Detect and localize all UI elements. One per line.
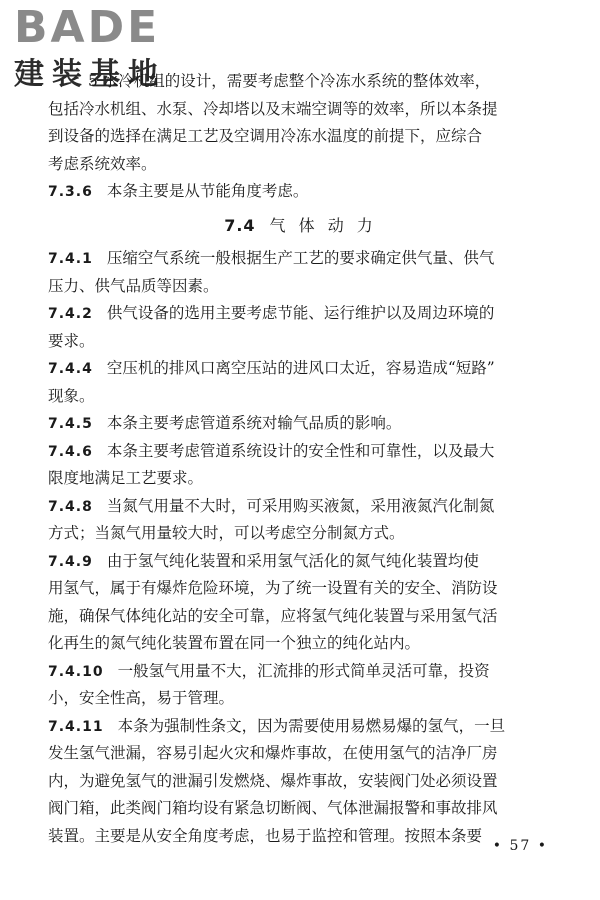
clause-number: 7.4.1	[48, 251, 93, 267]
text-line: 当氮气用量不大时，可采用购买液氮，采用液氮汽化制氮	[106, 496, 495, 515]
clause-7-3-6	[48, 178, 553, 206]
paragraph-continuation	[48, 68, 553, 178]
section-heading	[48, 212, 553, 240]
text-line: 压缩空气系统一般根据生产工艺的要求确定供气量、供气	[106, 249, 495, 267]
text-line: 化再生的氮气纯化装置布置在同一个独立的纯化站内。	[48, 634, 421, 652]
text-line: 5 水冷机组的设计，需要考虑整个冷冻水系统的整体效率，	[88, 72, 491, 90]
text-line: 到设备的选择在满足工艺及空调用冷冻水温度的前提下，应综合	[48, 127, 483, 145]
clause-7-4-2	[48, 300, 553, 355]
watermark-name-text: 建装基地	[14, 57, 166, 92]
clause-number: 7.4.2	[48, 306, 93, 322]
clause-number: 7.4.4	[48, 361, 93, 377]
text-line: 发生氢气泄漏，容易引起火灾和爆炸事故，在使用氢气的洁净厂房	[48, 744, 498, 762]
clause-number: 7.4.9	[48, 553, 93, 570]
text-line: 本条主要考虑管道系统对输气品质的影响。	[106, 414, 402, 432]
clause-number: 7.4.10	[48, 663, 104, 680]
watermark-logo-text: BADE	[14, 2, 161, 53]
clause-7-4-5	[48, 410, 553, 438]
clause-7-4-9	[48, 548, 553, 658]
section-number: 7.4	[224, 215, 256, 235]
clause-7-4-11	[48, 713, 553, 851]
text-line: 用氢气，属于有爆炸危险环境，为了统一设置有关的安全、消防设	[48, 579, 498, 597]
clause-number: 7.3.6	[48, 184, 93, 200]
clause-7-4-8	[48, 493, 553, 548]
clause-number: 7.4.11	[48, 718, 104, 735]
text-line: 装置。主要是从安全角度考虑，也易于监控和管理。按照本条要	[48, 826, 483, 845]
text-line: 现象。	[48, 386, 95, 405]
clause-number: 7.4.5	[48, 416, 93, 432]
text-line: 施，确保气体纯化站的安全可靠，应将氢气纯化装置与采用氢气活	[48, 606, 498, 625]
text-line: 限度地满足工艺要求。	[48, 469, 204, 487]
text-line: 内，为避免氢气的泄漏引发燃烧、爆炸事故，安装阀门处必须设置	[48, 771, 498, 790]
text-line: 供气设备的选用主要考虑节能、运行维护以及周边环境的	[106, 304, 495, 322]
text-line: 小，安全性高，易于管理。	[48, 689, 235, 707]
page-number: • 57 •	[492, 838, 548, 854]
text-line: 考虑系统效率。	[48, 154, 157, 173]
section-title: 气 体 动 力	[269, 215, 377, 235]
clause-number: 7.4.6	[48, 443, 93, 460]
text-line: 一般氢气用量不大，汇流排的形式简单灵活可靠，投资	[117, 661, 490, 680]
clause-7-4-4	[48, 355, 553, 410]
text-line: 本条为强制性条文，因为需要使用易燃易爆的氢气，一旦	[117, 716, 506, 735]
text-line: 要求。	[48, 331, 95, 350]
text-line: 压力、供气品质等因素。	[48, 276, 219, 295]
clause-7-4-10	[48, 658, 553, 713]
text-line: 本条主要是从节能角度考虑。	[106, 182, 309, 200]
text-line: 本条主要考虑管道系统设计的安全性和可靠性，以及最大	[106, 441, 495, 460]
clause-number: 7.4.8	[48, 498, 93, 515]
clause-7-4-1	[48, 245, 553, 300]
text-line: 包括冷水机组、水泵、冷却塔以及末端空调等的效率，所以本条提	[48, 99, 498, 118]
clause-7-4-6	[48, 438, 553, 493]
text-line: 阀门箱，此类阀门箱均设有紧急切断阀、气体泄漏报警和事故排风	[48, 799, 498, 817]
text-line: 空压机的排风口离空压站的进风口太近，容易造成“短路”	[106, 359, 495, 377]
text-line: 方式；当氮气用量较大时，可以考虑空分制氮方式。	[48, 524, 405, 542]
text-line: 由于氢气纯化装置和采用氢气活化的氮气纯化装置均使	[106, 551, 479, 570]
page-content	[48, 68, 553, 850]
